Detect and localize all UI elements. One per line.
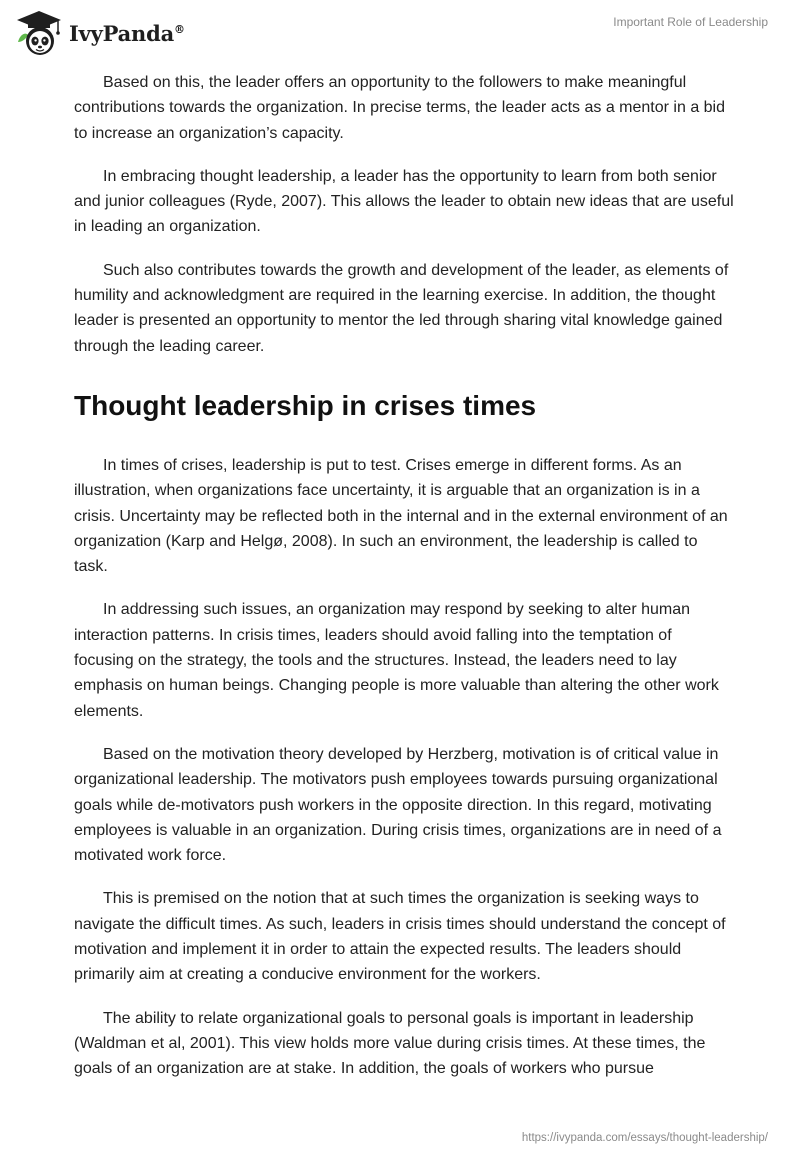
source-url[interactable]: https://ivypanda.com/essays/thought-leadership/ [521, 1132, 768, 1144]
page-header [0, 0, 800, 70]
paragraph: This is premised on the notion that at such times the organization is seeking ways to navigate the difficult times. As such, leaders in crisis times should understand the concept of motivation and implement it in order to attain the expected results. The leaders should primarily aim at creating a conducive environment for the workers. [74, 890, 726, 984]
paragraph: Such also contributes towards the growth and development of the leader, as elements of humility and acknowledgment are required in the learning exercise. In addition, the thought leader is presented an opportunity to mentor the led through sharing vital knowledge gained through the leading career. [74, 261, 729, 355]
panda-graduate-icon [14, 8, 64, 58]
paragraph: In embracing thought leadership, a leader has the opportunity to learn from both senior and junior colleagues (Ryde, 2007). This allows the leader to obtain new ideas that are useful in leading an organization. [74, 167, 734, 236]
essay-body [74, 70, 734, 1100]
paragraph: In times of crises, leadership is put to test. Crises emerge in different forms. As an illustration, when organizations face uncertainty, it is arguable that an organization is in a crisis. Uncertainty may be reflected both in the internal and in the external environment of an organization (Karp and Helgø, 2008). In such an environment, the leadership is called to task. [74, 456, 728, 576]
document-title: Important Role of Leadership [613, 15, 768, 29]
paragraph: Based on this, the leader offers an opportunity to the followers to make meaningful contributions towards the organization. In precise terms, the leader acts as a mentor in a bid to increase an organization’s capacity. [74, 74, 726, 142]
paragraph: The ability to relate organizational goals to personal goals is important in leadership (Waldman et al, 2001). This view holds more value during crisis times. At these times, the goals of an organization are at stake. In addition, the goals of workers who pursue [74, 1009, 706, 1078]
logo-wordmark: IvyPanda® [69, 20, 185, 46]
section-heading: Thought leadership in crises times [74, 389, 537, 421]
ivypanda-logo[interactable] [14, 8, 185, 58]
paragraph: In addressing such issues, an organization may respond by seeking to alter human interaction patterns. In crisis times, leaders should avoid falling into the temptation of focusing on the strategy, the tools and the structures. Instead, the leaders need to lay emphasis on human beings. Changing people is more valuable than altering the other work elements. [74, 601, 719, 720]
paragraph: Based on the motivation theory developed by Herzberg, motivation is of critical value in organizational leadership. The motivators push employees towards pursuing organizational goals while de-motivators push workers in the opposite direction. In this regard, motivating employees is valuable in an organization. During crisis times, organizations are in need of a motivated work force. [74, 745, 722, 865]
registered-mark: ® [174, 22, 185, 36]
